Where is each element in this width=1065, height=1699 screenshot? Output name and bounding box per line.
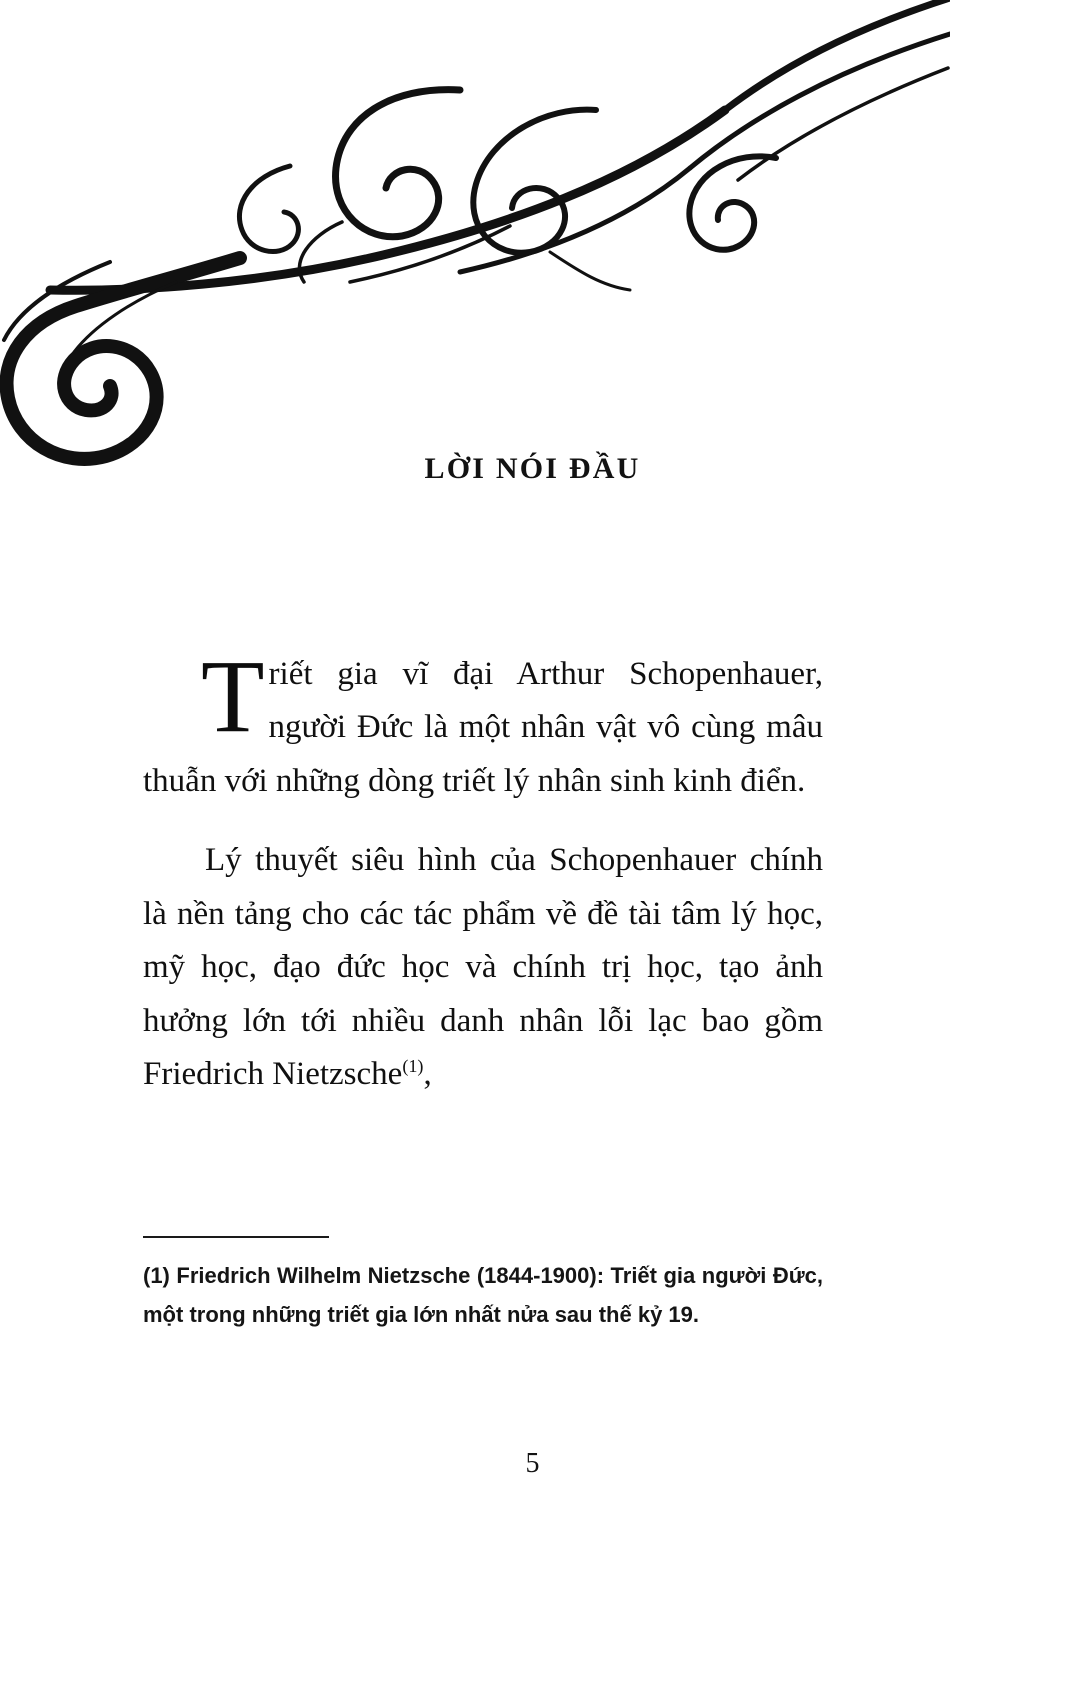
paragraph-1-text: riết gia vĩ đại Arthur Schopenhauer, người Đức là một nhân vật vô cùng mâu thuẫn với những dòng triết lý nhân sinh kinh điển. [143,656,823,799]
paragraph-2 [143,834,823,1101]
paragraph-2-text: Lý thuyết siêu hình của Schopenhauer chính là nền tảng cho các tác phẩm về đề tài tâm lý học, mỹ học, đạo đức học và chính trị học, tạo ảnh hưởng lớn tới nhiều danh nhân lỗi lạc bao gồm Friedrich Nietzsche [143,842,823,1093]
body-text-column [143,639,823,1128]
footnote-text: (1) Friedrich Wilhelm Nietzsche (1844-1900): Triết gia người Đức, một trong những triết gia lớn nhất nửa sau thế kỷ 19. [143,1263,823,1328]
footnote-divider [143,1236,329,1238]
page-title: LỜI NÓI ĐẦU [424,452,641,486]
decorative-swirl-flourish-icon [0,0,950,510]
footnote-marker[interactable]: (1) [402,1056,424,1077]
page-number: 5 [525,1448,540,1479]
drop-cap: T [201,639,265,754]
paragraph-2-trailing: , [423,1056,432,1093]
paragraph-1 [143,639,823,808]
